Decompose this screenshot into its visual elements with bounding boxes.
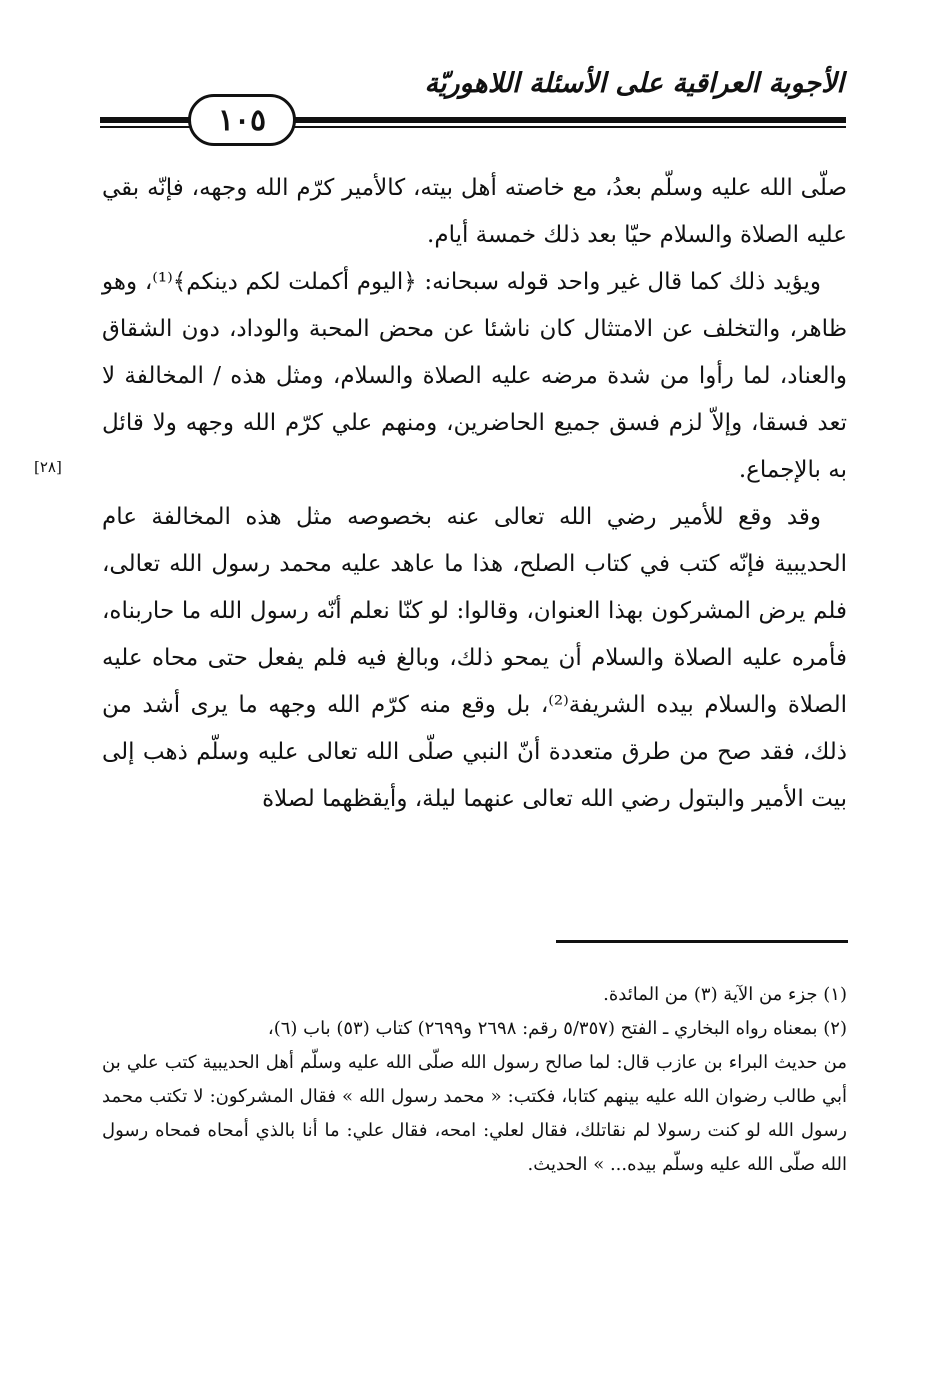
footnote: (١) جزء من الآية (٣) من المائدة.	[603, 984, 847, 1005]
manuscript-folio-ref: [٢٨]	[34, 458, 62, 476]
paragraph: وقد وقع للأمير رضي الله تعالى عنه بخصوصه مثل هذه المخالفة عام الحديبية فإنّه كتب في كتاب الصلح، هذا ما عاهد عليه محمد رسول الله تعالى، فلم يرض المشركون بهذا العنوان، وقالوا: لو كنّا نعلم أنّه رسول الله ما حاربناه، فأمره عليه الصلاة والسلام أن يمحو ذلك، وبالغ فيه فلم يفعل حتى محاه عليه الصلاة والسلام بيده الشريفة⁽²⁾، بل وقع منه كرّم الله وجهه ما يرى أشد من ذلك، فقد صح من طرق متعددة أنّ النبي صلّى الله تعالى عليه وسلّم ذهب إلى بيت الأمير والبتول رضي الله تعالى عنهما ليلة، وأيقظهما لصلاة	[102, 504, 847, 812]
footnotes	[102, 978, 847, 1182]
page-number: ١٠٥	[188, 94, 296, 146]
running-header-title: الأجوبة العراقية على الأسئلة اللاهوريّة	[424, 68, 844, 99]
footnote-continuation: من حديث البراء بن عازب قال: لما صالح رسول الله صلّى الله عليه وسلّم أهل الحديبية كتب علي بن أبي طالب رضوان الله عليه بينهم كتابا، فكتب: « محمد رسول الله » فقال المشركون: لا تكتب محمد رسول الله لو كنت رسولا لم نقاتلك، فقال لعلي: امحه، فقال علي: ما أنا بالذي أمحاه فمحاه رسول الله صلّى الله عليه وسلّم بيده... » الحديث.	[102, 1052, 847, 1175]
paragraph: صلّى الله عليه وسلّم بعدُ، مع خاصته أهل بيته، كالأمير كرّم الله وجهه، فإنّه بقي عليه الصلاة والسلام حيّا بعد ذلك خمسة أيام.	[102, 175, 847, 248]
footnote-separator	[556, 940, 848, 943]
footnote: (٢) بمعناه رواه البخاري ـ الفتح (٥/٣٥٧ رقم: ٢٦٩٨ و٢٦٩٩) كتاب (٥٣) باب (٦)،	[267, 1018, 847, 1039]
main-text	[102, 165, 847, 823]
paragraph: ويؤيد ذلك كما قال غير واحد قوله سبحانه: ﴿اليوم أكملت لكم دينكم﴾⁽¹⁾، وهو ظاهر، والتخلف عن الامتثال كان ناشئا عن محض المحبة والوداد، دون الشقاق والعناد، لما رأوا من شدة مرضه عليه الصلاة والسلام، ومثل هذه / المخالفة لا تعد فسقا، وإلاّ لزم فسق جميع الحاضرين، ومنهم علي كرّم الله وجهه ولا قائل به بالإجماع.	[102, 269, 847, 483]
